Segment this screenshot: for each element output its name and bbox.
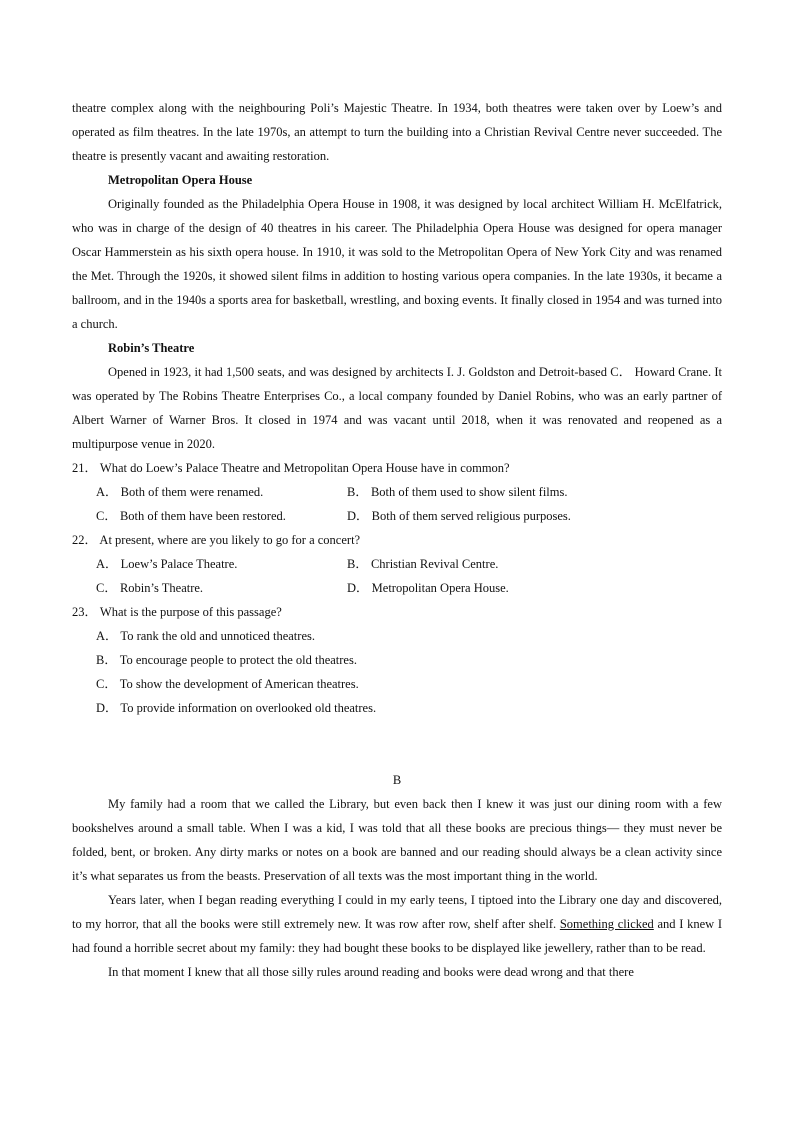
question-23-stem: 23． What is the purpose of this passage? xyxy=(72,605,282,619)
question-22-option-d[interactable]: D． Metropolitan Opera House. xyxy=(347,581,509,595)
question-22-option-b[interactable]: B． Christian Revival Centre. xyxy=(347,557,499,571)
passage-a-intro-paragraph: theatre complex along with the neighbouring Poli’s Majestic Theatre. In 1934, both theatres were taken over by Loew’s and operated as film theatres. In the late 1970s, an attempt to turn the building into a Christian Revival Centre never succeeded. The theatre is presently vacant and awaiting restoration. xyxy=(72,101,722,163)
passage-b-paragraph-1: My family had a room that we called the Library, but even back then I knew it was just our dining room with a few bookshelves around a small table. When I was a kid, I was told that all these books are precious things— they must never be folded, bent, or broken. Any dirty marks or notes on a book are banned and our reading should always be a clean activity since it’s what separates us from the beasts. Preservation of all texts was the most important thing in the world. xyxy=(72,797,722,883)
passage-b-label: B xyxy=(392,773,402,787)
metropolitan-paragraph: Originally founded as the Philadelphia Opera House in 1908, it was designed by local architect William H. McElfatrick, who was in charge of the design of 40 theatres in his career. The Philadelphia Opera House was designed for opera manager Oscar Hammerstein as his sixth opera house. In 1910, it was sold to the Metropolitan Opera of New York City and was renamed the Met. Through the 1920s, it showed silent films in addition to hosting various opera companies. In the late 1930s, it became a ballroom, and in the 1940s a sports area for basketball, wrestling, and boxing events. It finally closed in 1954 and was turned into a church. xyxy=(72,197,722,331)
question-22-stem: 22． At present, where are you likely to go for a concert? xyxy=(72,533,361,547)
question-21-option-b[interactable]: B． Both of them used to show silent films. xyxy=(347,485,568,499)
question-21-stem: 21． What do Loew’s Palace Theatre and Metropolitan Opera House have in common? xyxy=(72,461,510,475)
question-23-option-a[interactable]: A． To rank the old and unnoticed theatres. xyxy=(96,629,315,643)
passage-b-paragraph-3: In that moment I knew that all those silly rules around reading and books were dead wrong and that there xyxy=(108,965,634,979)
heading-metropolitan-opera-house: Metropolitan Opera House xyxy=(108,173,253,187)
question-21-option-c[interactable]: C． Both of them have been restored. xyxy=(96,509,286,523)
heading-robins-theatre: Robin’s Theatre xyxy=(108,341,195,355)
question-22-options-row-1 xyxy=(96,552,722,576)
question-22-option-a[interactable]: A． Loew’s Palace Theatre. xyxy=(96,557,238,571)
question-21-options-row-1 xyxy=(96,480,722,504)
question-21-option-a[interactable]: A． Both of them were renamed. xyxy=(96,485,264,499)
question-23-option-b[interactable]: B． To encourage people to protect the old theatres. xyxy=(96,653,357,667)
question-23-option-d[interactable]: D． To provide information on overlooked old theatres. xyxy=(96,701,377,715)
robins-paragraph: Opened in 1923, it had 1,500 seats, and was designed by architects I. J. Goldston and Detroit-based C． Howard Crane. It was operated by The Robins Theatre Enterprises Co., a local company founded by Daniel Robins, who was an early partner of Albert Warner of Warner Bros. It closed in 1974 and was vacant until 2018, when it was renovated and reopened as a multipurpose venue in 2020. xyxy=(72,365,722,451)
question-21-options-row-2 xyxy=(96,504,722,528)
question-22-option-c[interactable]: C． Robin’s Theatre. xyxy=(96,581,204,595)
section-spacer xyxy=(72,720,722,768)
question-22-options-row-2 xyxy=(96,576,722,600)
question-23-option-c[interactable]: C． To show the development of American theatres. xyxy=(96,677,359,691)
underlined-phrase-something-clicked: Something clicked xyxy=(559,917,654,931)
passage-b-paragraph-2-start: Years later, when I began reading everything I could in my early teens, I tiptoed into the Library one day and discovered, to my horror, that all the books were still extremely new. It was row after row, shelf after shelf. xyxy=(72,893,722,931)
passage-b-paragraph-2-end: and I knew I had found a horrible secret about my family: they had bought these books to be displayed like jewellery, rather than to be read. xyxy=(72,917,722,955)
question-21-option-d[interactable]: D． Both of them served religious purposes. xyxy=(347,509,571,523)
passage-b-paragraph-2 xyxy=(72,888,722,960)
document-page xyxy=(72,96,722,984)
